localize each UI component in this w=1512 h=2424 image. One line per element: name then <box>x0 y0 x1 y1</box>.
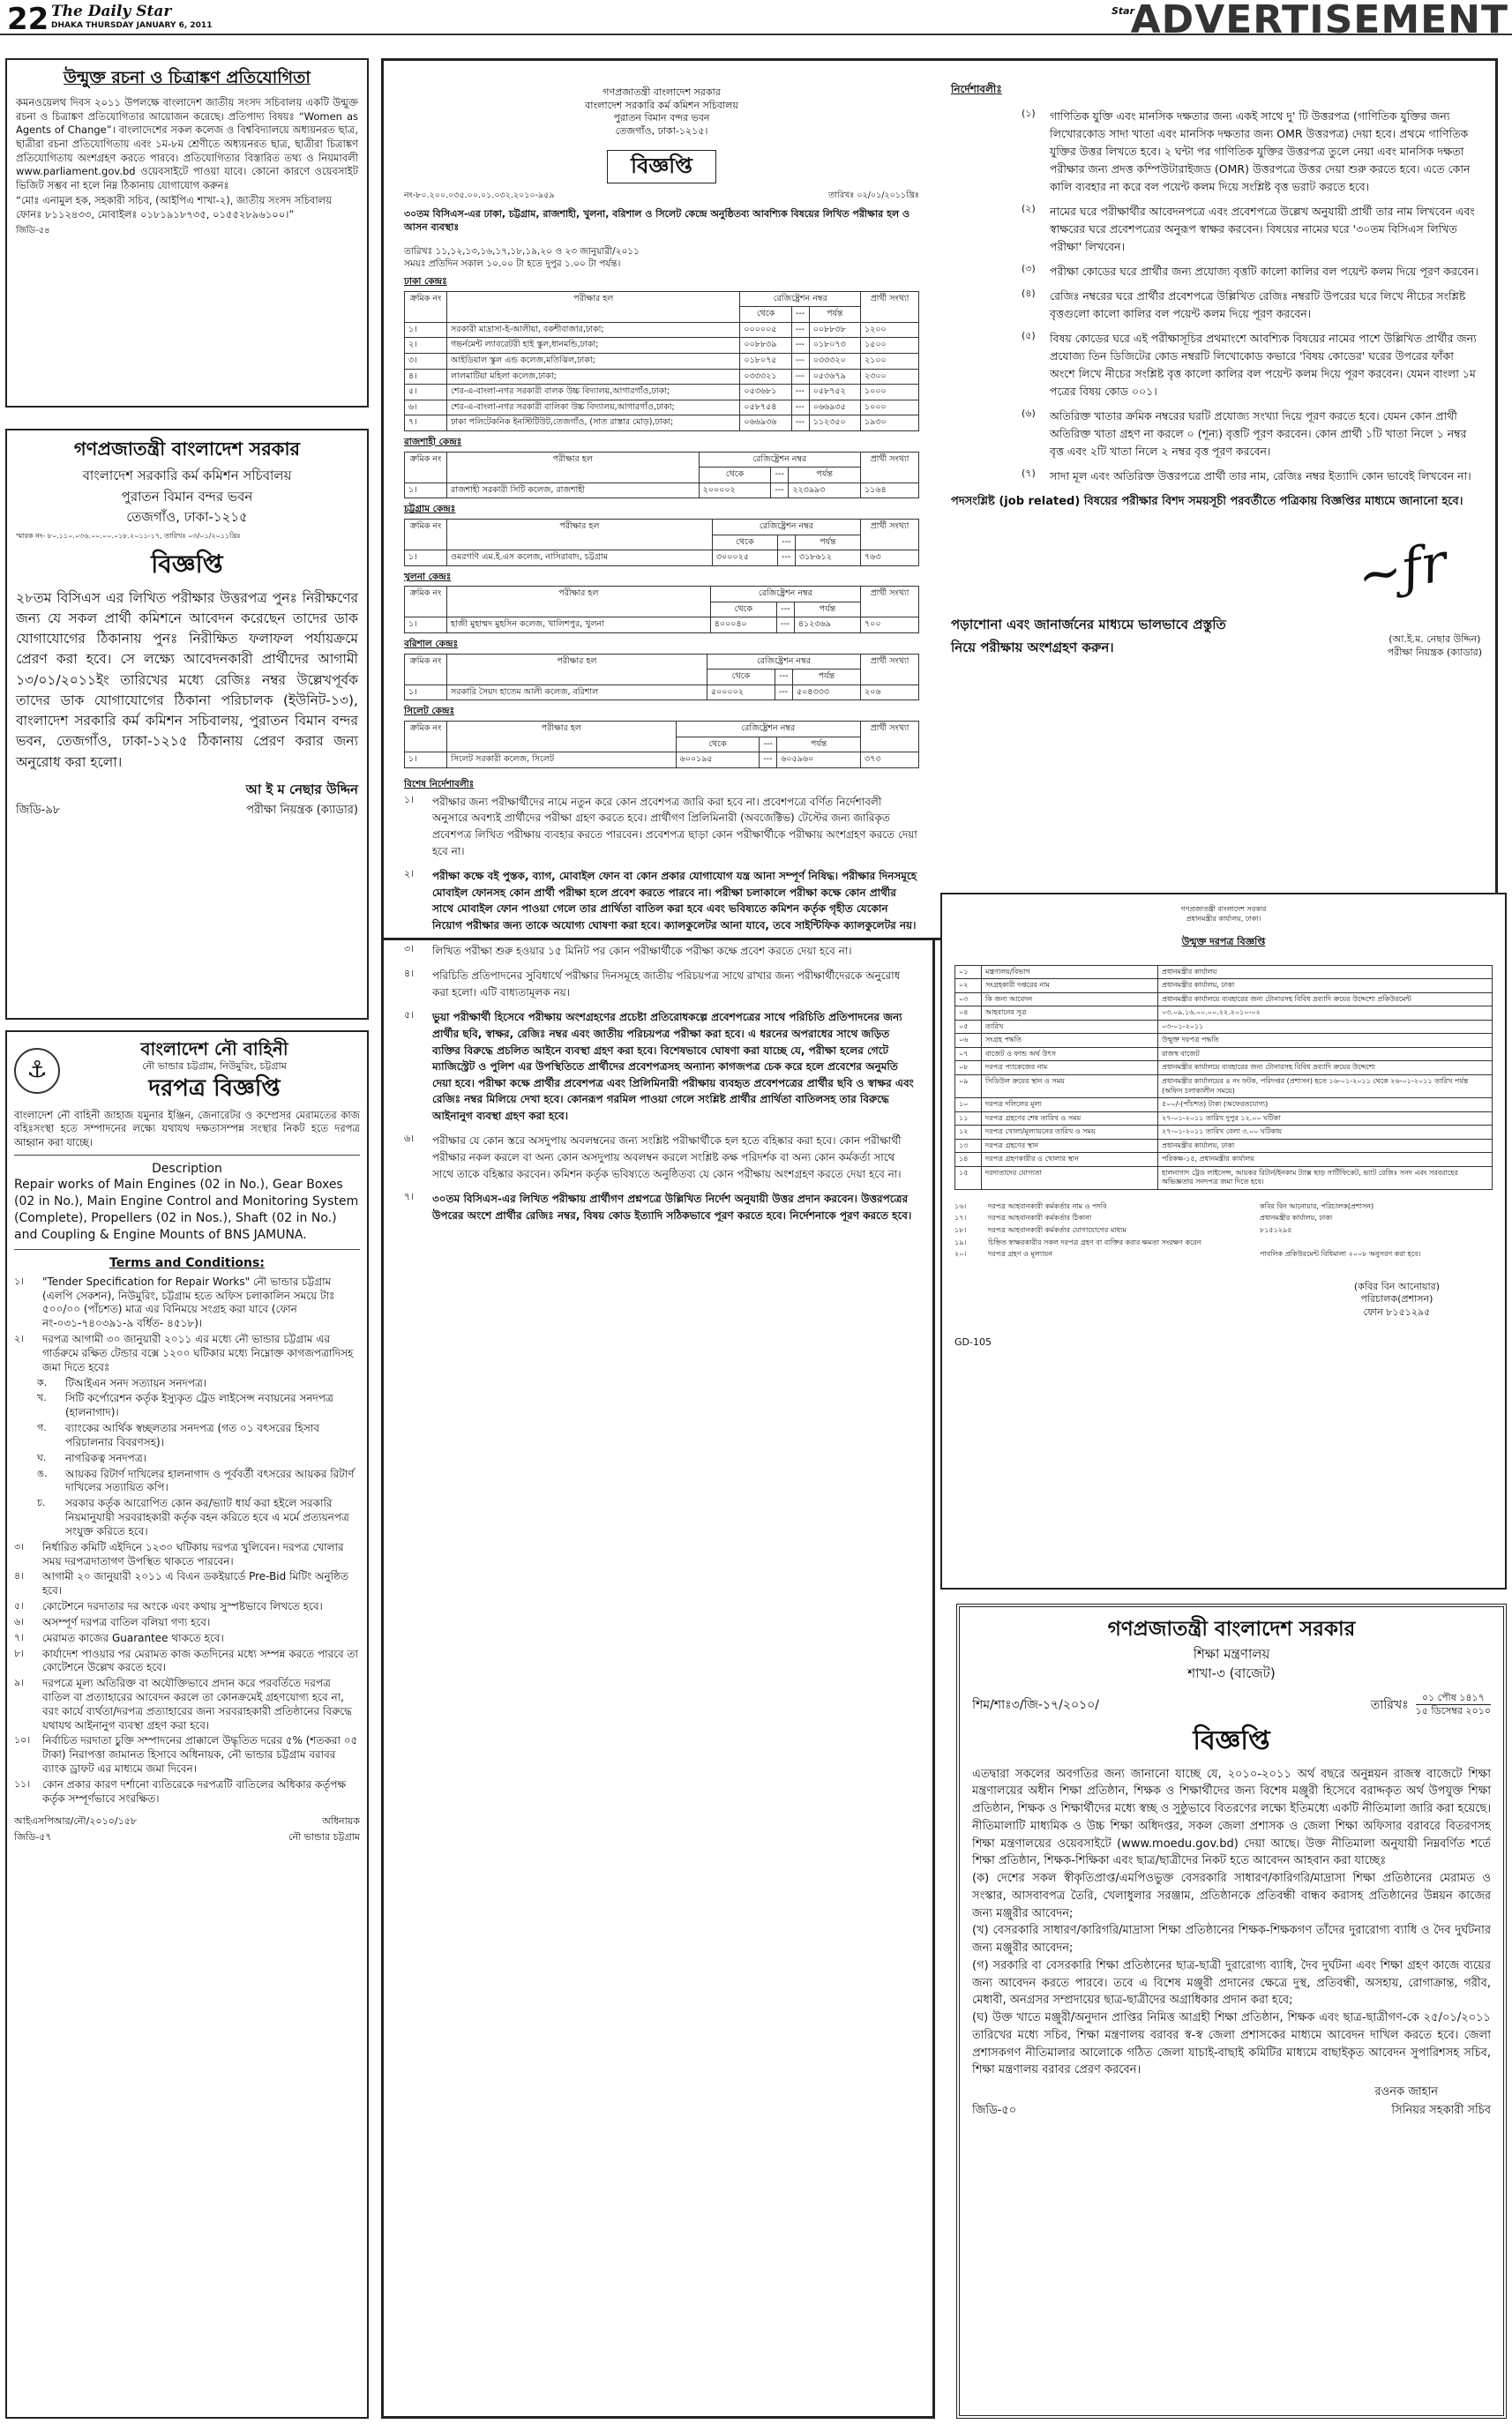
ad-code: GD-105 <box>954 1336 992 1349</box>
address: তেজগাঁও, ঢাকা-১২১৫। <box>615 124 708 137</box>
signer-name: অধিনায়ক <box>322 1814 360 1827</box>
gov-title: গণপ্রজাতন্ত্রী বাংলাদেশ সরকার <box>1107 1618 1356 1641</box>
list-item: ১। পরীক্ষার জন্য পরীক্ষার্থীদের নামে নতুন করে কোন প্রবেশপত্র জারি করা হবে না। প্রবেশপত্রে বর্ণিত নির্দেশাবলী অনুসারে অবশ্যই প্রার্থীদের পরীক্ষা গ্রহণ করতে হবে। প্রার্থীগণ প্রিলিমিনারী (অবজেক্টিভ) টেস্টের জন্য জারিকৃত প্রবেশপত্র লিখিত পরীক্ষায় ব্যবহার করতে পারবেন। প্রবেশপত্র ছাড়া কোন পরীক্ষার্থীকে পরীক্ষায় অংশগ্রহণ করতে দেয়া হবে না। <box>404 793 917 857</box>
phone-number: ফোন ৮১৫১২৯৫ <box>1363 1306 1431 1318</box>
list-item: (খ) বেসরকারি সাধারণ/কারিগরি/মাদ্রাসা শিক্ষা প্রতিষ্ঠানের শিক্ষক-শিক্ষকগণ তাঁদের দুরারোগ্য ব্যাধি ও দৈব দুর্ঘটনার জন্য মঞ্জুরীর আবেদন; <box>972 1924 1491 1956</box>
org-sub: নৌ ভান্ডার চট্টগ্রাম, নিউমুরিং, চট্টগ্রাম <box>142 1060 287 1073</box>
table-row: ১৫ দরদাতাদের যোগ্যতা হালনাগাদ ট্রেড লাইসেন্স, আয়কর রিটার্ন/ইনকাম ট্যাক্স ছাড় সার্টিফিকেট, ভ্যাট রেজিঃ সনদ এবং সরবরাহের অভিজ্ঞতার সনদপত্র জমা দিতে হবে। <box>955 1166 1493 1189</box>
list-item: ১১। কোন প্রকার কারণ দর্শানো ব্যতিরেকে দরপত্রটি বাতিলের অধিকার কর্তৃপক্ষ কর্তৃক সম্পূর্ণভাবে সংরক্ষিত। <box>14 1777 347 1805</box>
paper-name: The Daily Star <box>51 3 172 20</box>
list-item: ঙ. আয়কর রিটার্ণ দাখিলের হালনাগাদ ও পূর্ববর্তী বৎসরের আয়কর রিটার্ণ দাখিলের সত্যায়িত কপি। <box>37 1467 355 1494</box>
ad-code: জিডি-৫৭ <box>14 1831 52 1844</box>
table-row: ৫। শের-এ-বাংলা-নগর সরকারী বালক উচ্চ বিদ্যালয়,আগারগাঁও,ঢাকা; ০৫৩৬৮১ --- ০৫৮৭৫২ ১০০০ <box>405 385 919 400</box>
dateline: DHAKA THURSDAY JANUARY 6, 2011 <box>51 21 213 30</box>
list-item: ৯। দরপত্রে মূল্য অতিরিক্ত বা অযৌক্তিভাবে প্রদান করে পরবর্তিতে দরপত্র বাতিল বা প্রত্যাহারের আবেদন করলে তা কোনক্রমেই গ্রহণযোগ্য হবে না, বরং কার্যে ব্যর্থতা/দরপত্র প্রত্যাহারের জন্য সরবরাহকারী প্রতিষ্ঠানের বিরুদ্ধে যথাযথ আইনানুগ ব্যবস্থা গ্রহণ করা হবে। <box>14 1677 352 1732</box>
psc-notice-lower-frame <box>381 940 935 2419</box>
signer-name: আ ই ম নেছার উদ্দিন <box>245 781 358 797</box>
signer-designation: নৌ ভান্ডার চট্টগ্রাম <box>288 1831 360 1844</box>
list-item: ২০। দরপত্র গ্রহণ ও মূল্যায়ন পাবলিক প্রকিউরমেন্ট বিধিমালা ২০০৮ অনুসরণ করা হবে। <box>954 1250 1421 1259</box>
signer-designation: পরিচালক(প্রশাসন) <box>1360 1293 1433 1306</box>
special-instructions-heading: বিশেষ নির্দেশাবলীঃ <box>404 778 475 789</box>
navy-emblem-icon: ⚓ <box>14 1048 60 1094</box>
date-gregorian: ১৫ ডিসেম্বর ২০১০ <box>1415 1705 1491 1717</box>
list-item: ৩। লিখিত পরীক্ষা শুরু হওয়ার ১৫ মিনিট পর কোন পরীক্ষার্থীকে পরীক্ষা কক্ষে প্রবেশ করতে দেয়া হবে না। <box>404 942 852 957</box>
notice-date: তারিখঃ ০২/০১/২০১১খ্রিঃ <box>828 190 919 200</box>
list-item: ৪। পরিচিতি প্রতিপাদনের সুবিধার্থে পরীক্ষার দিনসমূহে জাতীয় পরিচয়পত্র সাথে রাখার জন্য পরীক্ষার্থীদেরকে অনুরোধ করা হলো। এটি বাধ্যতামূলক নয়। <box>404 968 901 999</box>
education-ministry-notice <box>956 1604 1507 2419</box>
table-row: ৬। শের-এ-বাংলা-নগর সরকারী বালিকা উচ্চ বিদ্যালয়,আগারগাঁও,ঢাকা; ০৫৮৭৫৪ --- ০৬৬৯৩৫ ১০০০ <box>405 400 919 415</box>
sylhet-centre-heading: সিলেট কেন্দ্রঃ <box>404 706 455 717</box>
page-header <box>0 0 1512 42</box>
signer-name: (কবির বিন আনোয়ার) <box>1353 1280 1440 1292</box>
essay-competition-ad <box>5 58 369 408</box>
table-row: ১৩ দরপত্র গ্রহণের স্থান প্রধানমন্ত্রীর কার্যালয়, ঢাকা <box>955 1139 1493 1153</box>
list-item: ১৯। চিহ্নিত স্বাক্ষরকারীর সকল দরপত্র গ্রহণ বা ব্যক্তির করার ক্ষমতা সংরক্ষণ করেন <box>954 1238 1201 1246</box>
intro-text: ৩০তম বিসিএস-এর ঢাকা, চট্টগ্রাম, রাজশাহী, খুলনা, বরিশাল ও সিলেট কেন্দ্রে অনুষ্ঠিতব্য আবশ্যিক বিষয়ের লিখিত পরীক্ষার হল ও আসন ব্যবস্থাঃ <box>404 208 909 233</box>
list-item: (৭) সাদা মূল এবং অতিরিক্ত উত্তরপত্রে প্রার্থী তার নাম, রেজিঃ নম্বর ইত্যাদি কোন ভাবেই লিখবেন না। <box>1022 467 1471 483</box>
table-row: ০৮ দরপত্র প্যাকেজের নাম প্রধানমন্ত্রীর কার্যালয়ে ব্যবহারের জন্য টোনারসহ বিবিধ দ্রব্যাদি ক্রয়ের উদ্দেশ্যে <box>955 1061 1493 1075</box>
list-item: (৬) অতিরিক্ত খাতার ক্রমিক নম্বরের ঘরটি প্রযোজ্য সংখ্যা দিয়ে পূরণ করতে হবে। যেমন কোন প্রার্থী অতিরিক্ত খাতা গ্রহণ না করলে ০ (শূন্য) বৃত্তটি পূরণ করবেন। কোন প্রার্থী ১টি খাতা নিলে ১ নম্বর বৃত্ত এবং ২টি খাতা নিলে ২ নম্বর বৃত্ত পূরণ করবেন। <box>1022 407 1467 458</box>
table-row: ০৬ সংগ্রহ পদ্ধতি উন্মুক্ত দরপত্র পদ্ধতি <box>955 1034 1493 1048</box>
table-row: ১০ দরপত্র দলিলের মূল্য ৫০০/-(পাঁচশত) টাকা (অফেরতযোগ্য) <box>955 1098 1493 1112</box>
table-row: ৪। লালমাটিয়া মহিলা কলেজ,ঢাকা; ০৩৩৩২১ --- ০৫৩৬৭৯ ২৩০০ <box>405 369 919 385</box>
ad-title: উন্মুক্ত রচনা ও চিত্রাঙ্কণ প্রতিযোগিতা <box>64 68 311 87</box>
ctg-centre-table: ক্রমিক নং পরীক্ষার হল রেজিষ্ট্রেশন নম্বর প্রার্থী সংখ্যা থেকে --- পর্যন্ত ১। ওমরগণি এম.ই.এস কলেজ, নাসিরাবাদ, চট্টগ্রাম ৩০০০২৫ --- ৩১৮৬১২ ৭৬৩ <box>404 519 919 566</box>
ref-number: আইএসপিআর/নৌ/২০১০/১৫৮ <box>14 1814 137 1827</box>
memo-number: শিম/শাঃ৩/জি-১৭/২০১০/ <box>972 1697 1100 1712</box>
list-item: ২। দরপত্র আগামী ৩০ জানুয়ারী ২০১১ এর মধ্যে নৌ ভান্ডার চট্টগ্রাম এর গার্ডরুমে রক্ষিত টেন্ডার বক্সে ১২০০ ঘটিকার মধ্যে নিম্নোক্ত কাগজপত্রাদিসহ জমা দিতে হবেঃ <box>14 1333 354 1373</box>
date-bangla: ০১ পৌষ ১৪১৭ <box>1416 1692 1491 1706</box>
tender-details-table <box>954 965 1493 1190</box>
section-title: ADVERTISEMENT <box>1130 0 1508 42</box>
list-item: ক. টিআইএন সনদ সত্যায়ন সনদপত্র। <box>37 1376 207 1389</box>
instructions-list <box>951 108 1482 485</box>
office-name: প্রধানমন্ত্রীর কার্যালয়, ঢাকা। <box>1186 914 1261 923</box>
job-related-notice: পদসংশ্লিষ্ট (job related) বিষয়ের পরীক্ষার বিশদ সময়সূচী পরবর্তীতে পত্রিকায় বিজ্ঞপ্তির মাধ্যমে জানানো হবে। <box>951 494 1463 508</box>
office-name: বাংলাদেশ সরকারি কর্ম কমিশন সচিবালয় <box>585 99 738 111</box>
list-item: ৪। আগামী ২০ জানুয়ারী ২০১১ এ বিএন ডকইয়ার্ডে Pre-Bid মিটিং অনুষ্ঠিত হবে। <box>14 1570 348 1597</box>
table-row: ০৪ আহবানের সূত্র ০৩.০৯.১৬.০০.০০.২২.২০১০-০২ <box>955 1006 1493 1021</box>
ministry-name: শিক্ষা মন্ত্রণালয় <box>1193 1646 1270 1663</box>
notice-title: বিজ্ঞপ্তি <box>607 150 716 183</box>
rajshahi-centre-table: ক্রমিক নং পরীক্ষার হল রেজিষ্ট্রেশন নম্বর প্রার্থী সংখ্যা থেকে --- পর্যন্ত ১। রাজশাহী সরকারী সিটি কলেজ, রাজশাহী ২০০০০২ --- ২২৩৯৯৩ ১১৬৪ <box>404 452 919 499</box>
list-item: ১৬। দরপত্র আহবানকারী কর্মকর্তার নাম ও পদবি কবির বিন আনোয়ার, পরিচালক(প্রশাসন) <box>954 1201 1374 1210</box>
notice-body: এতদ্বারা সকলের অবগতির জন্য জানানো যাচ্ছে যে, ২০১০-২০১১ অর্থ বছরে অনুন্নয়ন রাজস্ব বাজেটে শিক্ষা মন্ত্রণালয়ের অধীন শিক্ষা প্রতিষ্ঠান, শিক্ষক ও শিক্ষার্থীদের জন্য বিশেষ মঞ্জুরী হিসেবে বরাদ্দকৃত অর্থ উপযুক্ত শিক্ষা প্রতিষ্ঠান, শিক্ষক ও শিক্ষার্থীদের মধ্যে স্বচ্ছ ও সুষ্ঠুভাবে বিতরণের লক্ষ্যে ইতিমধ্যে একটি নীতিমালা জারি করা হয়েছে। নীতিমালাটি মাধ্যমিক ও উচ্চ শিক্ষা অধিদপ্তর, সকল জেলা প্রশাসক ও জেলা শিক্ষা অফিসার বরাবরে বিতরণসহ শিক্ষা মন্ত্রণালয়ের ওয়েবসাইটে (www.moedu.gov.bd) দেয়া আছে। উক্ত নীতিমালা অনুযায়ী নিম্নবর্ণিত শর্তে শিক্ষা প্রতিষ্ঠান, শিক্ষক-শিক্ষিকা এবং ছাত্র/ছাত্রীদের নিকট হতে আবেদন আহবান করা যাচ্ছেঃ <box>972 1767 1491 1868</box>
table-row: ২। গভর্নমেন্ট ল্যাবরেটরী হাই স্কুল,ধানমন্ডি,ঢাকা; ০০৮৮৩৯ --- ০১৮০৭৩ ১৫০০ <box>405 338 919 354</box>
terms-heading: Terms and Conditions: <box>109 1256 265 1271</box>
notice-title: বিজ্ঞপ্তি <box>1193 1724 1270 1756</box>
table-row: ০২ সংগ্রহকারী দপ্তরের নাম প্রধানমন্ত্রীর কার্যালয়, ঢাকা <box>955 979 1493 993</box>
branch-name: শাখা-৩ (বাজেট) <box>1187 1665 1276 1682</box>
exam-dates: তারিখঃ ১১,১২,১৩,১৬,১৭,১৮,১৯,২০ ও ২৩ জানুয়ারী/২০১১ <box>404 246 640 258</box>
list-item: ৬। পরীক্ষার যে কোন স্তরে অসদুপায় অবলম্বনের জন্য সংশ্লিষ্ট পরীক্ষার্থীকে হল হতে বহিষ্কার করা হবে। কোন পরীক্ষার্থী পরীক্ষার নকল করলে বা অন্য কোন অসদুপায় অবলম্বন করলে সংশ্লিষ্ট কক্ষ পরিদর্শক বা অন্য কোন কর্মকর্তা সাথে সাথে তাকে বহিষ্কার করবেন। কমিশন কর্তৃক ভবিষ্যতে অনুষ্ঠিতব্য যে কোন পরীক্ষায় অংশগ্রহণ করতে দেয়া হবে না। <box>404 1133 902 1180</box>
list-item: ৬। অসম্পূর্ণ দরপত্র বাতিল বলিয়া গণ্য হবে। <box>14 1615 211 1628</box>
barisal-centre-table: ক্রমিক নং পরীক্ষার হল রেজিষ্ট্রেশন নম্বর প্রার্থী সংখ্যা থেকে --- পর্যন্ত ১। সরকারি সৈয়দ হাতেম আলী কলেজ, বরিশাল ৫০০০০২ --- ৫০৪৩৩৩ ২০৬ <box>404 654 919 701</box>
psc-notice-right-column <box>939 62 1494 935</box>
list-item: ১। "Tender Specification for Repair Works" নৌ ভান্ডার চট্টগ্রাম (এলপি সেকশন), নিউমুরিং, চট্টগ্রাম হতে অফিস চলাকালিন সময়ে টাঃ ৫০০/০০ (পাঁচশত) মাত্র এর বিনিময়ে সংগ্রহ করা যাবে (ফোন নং-০৩১-৭৪০৩৯১-৯ বর্ধিত- ৪৫১৮)। <box>14 1275 335 1330</box>
table-row: ১। ওমরগণি এম.ই.এস কলেজ, নাসিরাবাদ, চট্টগ্রাম ৩০০০২৫ --- ৩১৮৬১২ ৭৬৩ <box>405 550 919 566</box>
ad-body: কমনওয়েলথ দিবস ২০১১ উপলক্ষে বাংলাদেশ জাতীয় সংসদ সচিবালয় একটি উন্মুক্ত রচনা ও চিত্রাঙ্কণ প্রতিযোগিতার আয়োজন করেছে। প্রতিপাদ্য বিষয়ঃ “Women as Agents of Change”। বাংলাদেশের সকল কলেজ ও বিশ্ববিদ্যালয়ে অধ্যয়নরত ছাত্র, ছাত্রীরা রচনা প্রতিযোগিতায় এবং ১ম-৮ম শ্রেণীতে অধ্যয়নরত ছাত্র, ছাত্রীরা চিত্রাঙ্কণ প্রতিযোগিতায় অংশগ্রহণ করতে পারবে। প্রতিযোগিতার বিস্তারিত তথ্য ও নিয়মাবলী www.parliament.gov.bd ওয়েবসাইটে পাওয়া যাবে। কোনো কারণে ওয়েবসাইট ভিজিট সম্ভব না হলে নিম্ন ঠিকানায় যোগাযোগ করুনঃ <box>16 96 358 191</box>
signature-icon: ~ƒr <box>1352 531 1452 609</box>
ad-code: জিডি-৫০ <box>972 2104 1017 2118</box>
list-item: ঘ. নাগরিকত্ব সনদপত্র। <box>37 1451 146 1464</box>
list-item: (২) নামের ঘরে পরীক্ষার্থীর আবেদনপত্রে এবং প্রবেশপত্রে উল্লেখ অনুযায়ী প্রার্থী তার নাম লিখবেন এবং স্বাক্ষরের ঘরে প্রবেশপত্রের অনুরূপ স্বাক্ষর করবেন। বিষয়ের নামের ঘরে '৩০তম বিসিএস লিখিত পরীক্ষা' লিখবেন। <box>1022 202 1475 253</box>
list-item: ১৭। দরপত্র আহবানকারী কর্মকর্তার ঠিকানা প্রধানমন্ত্রীর কার্যালয়, ঢাকা <box>954 1214 1333 1223</box>
gov-title: গণপ্রজাতন্ত্রী বাংলাদেশ সরকার <box>1180 905 1267 913</box>
list-item: ৭। ৩০তম বিসিএস-এর লিখিত পরীক্ষায় প্রার্থীগণ প্রশ্নপত্রে উল্লিখিত নির্দেশ অনুযায়ী উত্তর প্রদান করবেন। উত্তরপত্রের উপরের অংশে প্রার্থীর রেজিঃ নম্বর, বিষয় কোড ইত্যাদি সঠিকভাবে পূরণ করতে হবে। নির্দেশনাকে পূরণ করতে হবে। <box>404 1191 912 1222</box>
date-label: তারিখঃ <box>1370 1697 1409 1712</box>
rajshahi-centre-heading: রাজশাহী কেন্দ্রঃ <box>404 436 462 447</box>
tender-title: দরপত্র বিজ্ঞপ্তি <box>148 1074 281 1102</box>
terms-list <box>14 1276 360 1807</box>
gov-title: গণপ্রজাতন্ত্রী বাংলাদেশ সরকার <box>603 86 721 98</box>
signer-designation: সিনিয়র সহকারী সচিব <box>1391 2104 1491 2118</box>
officer-details <box>954 1202 1493 1260</box>
list-item: (গ) সরকারি বা বেসরকারি শিক্ষা প্রতিষ্ঠানের ছাত্র-ছাত্রী দুরারোগ্য ব্যাধি, দৈব দুর্ঘটনা এবং শিক্ষা গ্রহণ কাজে ব্যয়ের জন্য আবেদন করতে পারবে। তবে এ বিশেষ মঞ্জুরী প্রদানের ক্ষেত্রে দুস্থ, প্রতিবন্ধী, অসহায়, রোগাক্রান্ত, গরীব, মেধাবী, অনগ্রসর সম্প্রদায়ের ছাত্র-ছাত্রীদের অগ্রাধিকার প্রদান করা হবে; <box>972 1958 1491 2008</box>
signer-name: (আ.ই.ম. নেছার উদ্দিন) <box>1388 633 1481 646</box>
exam-slogan: পড়াশোনা এবং জানার্জনের মাধ্যমে ভালভাবে প্রস্তুতি নিয়ে পরীক্ষায় অংশগ্রহণ করুন। <box>951 617 1226 655</box>
list-item: (ক) দেশের সকল স্বীকৃতিপ্রাপ্ত/এমপিওভুক্ত বেসরকারি সাধারণ/কারিগরি/মাদ্রাসা শিক্ষা প্রতিষ্ঠানের মেরামত ও সংস্কার, আসবাবপত্র তৈরি, খেলাধুলার সরঞ্জাম, প্রতিষ্ঠানকে প্রতিবন্ধী বান্ধব করাসহ প্রতিষ্ঠানের উন্নয়ন কাজের জন্য মঞ্জুরীর আবেদন; <box>972 1872 1491 1920</box>
table-row: ০৩ কি জন্য আবেদন প্রধানমন্ত্রীর কার্যালয়ে ব্যবহারের জন্য টোনারসহ বিবিধ দ্রব্যাদি ক্রয়ের উদ্দেশ্যে প্রকিউরমেন্ট <box>955 992 1493 1006</box>
table-row: ০৯ সিডিউল ক্রয়ের স্থান ও সময় প্রধানমন্ত্রীর কার্যালয়ের ৪ নং ফটক, পরিদপ্তর (প্রশাসন) হতে ১৬-০১-২০১১ থেকে ২৬-০১-২০১১ তারিখ পর্যন্ত (অফিস চলাকালীন সময়ে) <box>955 1074 1493 1097</box>
table-row: ১। সরকারী মাদ্রাসা-ই-আলীয়া, বকশীবাজার,ঢাকা; ০০০০০৫ --- ০০৮৮৩৮ ১২০০ <box>405 322 919 338</box>
list-item: (৫) বিষয় কোডের ঘরে এই পরীক্ষাসূচির প্রথমাংশে আবশ্যিক বিষয়ের নামের পাশে উল্লিখিত প্রার্থীর জন্য প্রযোজ্য তিন ডিজিটের কোড নম্বরটি লিখোকোড কভারে 'বিষয় কোডের' ঘরের উপরের ফাঁকা অংশে লিখে নীচের সংশ্লিষ্ট বৃত্ত কালো কালির বল পয়েন্ট কলম দিয়ে পূরণ করবেন। যেমন বাংলা ১ম পত্রের বিষয় কোড ০০১। <box>1022 329 1477 398</box>
instructions-heading: নির্দেশাবলীঃ <box>951 83 1002 95</box>
list-item: গ. ব্যাংকের আর্থিক স্বচ্ছলতার সনদপত্র (গত ০১ বৎসরের হিসাব পরিচালনার বিবরণসহ)। <box>37 1422 319 1448</box>
psc-script-recheck-notice <box>5 429 369 1020</box>
building-name: পুরাতন বিমান বন্দর ভবন <box>613 112 710 124</box>
signer-designation: পরীক্ষা নিয়ন্ত্রক (ক্যাডার) <box>246 803 358 817</box>
list-item: ৫। কোটেশনে দরদাতার দর অংকে এবং কথায় সুস্পষ্টভাবে লিখতে হবে। <box>14 1600 323 1613</box>
star-mark: Star <box>1111 5 1134 17</box>
table-row: ১। হাজী মুহাম্মদ মুহসিন কলেজ, খালিশপুর, খুলনা ৪০০০৪০ --- ৪১২৩৬৯ ৭০০ <box>405 617 919 633</box>
ad-code: জিডি-৫৪ <box>16 225 50 236</box>
table-row: ১১ দরপত্র গ্রহণের শেষ তারিখ ও সময় ২৭-০১-২০১১ তারিখ দুপুর ১২.০০ ঘটিকা <box>955 1111 1493 1126</box>
list-item: ৫। ভুয়া পরীক্ষার্থী হিসেবে পরীক্ষায় অংশগ্রহণের প্রচেষ্টা প্রতিরোধকল্পে প্রবেশপত্রের সাথে পরিচিতি প্রতিপাদনের জন্য প্রার্থীর ছবি, স্বাক্ষর, রেজিঃ নম্বর এবং জাতীয় পরিচয়পত্র পরীক্ষা করা হবে। এ ধরনের অপরাধের সাথে জড়িত ব্যক্তির বিরুদ্ধে প্রচলিত আইনে ব্যবস্থা গ্রহণ করা হবে। বিশেষভাবে ঘোষণা করা যাচ্ছে যে, পরীক্ষা হলের গেটে ম্যাজিস্ট্রেট ও পুলিশ এর উপস্থিতিতে প্রার্থীদের প্রবেশপত্রসহ অন্যান্য কাগজপত্র চেক করে হলে প্রবেশের অনুমতি দেয়া হবে। পরীক্ষা কক্ষে প্রার্থীর প্রবেশপত্র এবং প্রিলিমিনারী পরীক্ষায় ব্যবহৃত প্রবেশপত্রের প্রার্থীর ছবি ও স্বাক্ষর এবং রেজিঃ নম্বর মিলিয়ে দেখা হবে। কোনরূপ গরমিল পাওয়া গেলে সংশ্লিষ্ট প্রার্থীর প্রার্থিতা বাতিলসহ তার বিরুদ্ধে আইনানুগ ব্যবস্থা গ্রহণ করা হবে। <box>404 1009 914 1122</box>
memo-number: নং-৮০.২০০.০৩৫.০০.০১.০৩২.২০১০-৯৫৯ <box>404 190 555 200</box>
desc-text: Repair works of Main Engines (02 in No.), Gear Boxes (02 in No.), Main Engine Control and Monitoring System (Complete), Propellers (02 in Nos.), Shaft (02 in No.) and Coupling & Engine Mounts of BNS JAMUNA. <box>14 1178 359 1243</box>
notice-body: ২৮তম বিসিএস এর লিখিত পরীক্ষার উত্তরপত্র পুনঃ নিরীক্ষণের জন্য যে সকল প্রার্থী কমিশনে আবেদন করেছেন তাদের ডাক যোগাযোগের ঠিকানায় পুনঃ নিরীক্ষিত ফলাফল পর্যায়ক্রমে প্রেরণ করা হবে। সে লক্ষ্যে আবেদনকারী প্রার্থীদের আগামী ১৩/০১/২০১১ইং তারিখের মধ্যে রেজিঃ নম্বর উল্লেখপূর্বক তাদের ডাক যোগাযোগের ঠিকানা পরিচালক (ইউনিট-১৩), বাংলাদেশ সরকারি কর্ম কমিশন সচিবালয়, পুরাতন বিমান বন্দর ভবন, তেজগাঁও, ঢাকা-১২১৫ ঠিকানায় প্রেরণ করার জন্য অনুরোধ করা হলো। <box>16 589 358 770</box>
navy-tender-notice <box>5 1030 369 2419</box>
table-row: ১। সিলেট সরকারী কলেজ, সিলেট ৬০০১৯৫ --- ৬০৫৯৬০ ৩৭৩ <box>405 752 919 768</box>
list-item: ১০। নির্বাচিত দরদাতা চুক্তি সম্পাদনের প্রাক্কালে উদ্ধৃতিত দরের ৫% (শতকরা ০৫ টাকা) নিরাপত্তা জামানত হিসাবে অধিনায়ক, নৌ ভান্ডার চট্টগ্রাম বরাবর ব্যাংক ড্রাফট এর মাধ্যমে জমা দিবেন। <box>14 1734 358 1776</box>
sylhet-centre-table: ক্রমিক নং পরীক্ষার হল রেজিষ্ট্রেশন নম্বর প্রার্থী সংখ্যা থেকে --- পর্যন্ত ১। সিলেট সরকারী কলেজ, সিলেট ৬০০১৯৫ --- ৬০৫৯৬০ ৩৭৩ <box>404 721 919 768</box>
page-number: 22 <box>7 2 49 37</box>
list-item: ১৮। দরপত্র আহবানকারী কর্মকর্তার যোগাযোগের মাধ্যম ৮১৫১২৯৫ <box>954 1226 1292 1234</box>
exam-time: সময়ঃ প্রতিদিন সকাল ১০.০০ টা হতে দুপুর ১.০০ টা পর্যন্ত। <box>404 258 621 270</box>
barisal-centre-heading: বরিশাল কেন্দ্রঃ <box>404 639 459 650</box>
office-name: বাংলাদেশ সরকারি কর্ম কমিশন সচিবালয় <box>82 467 292 483</box>
table-row: ৩। আইডিয়াল স্কুল এন্ড কলেজ,মতিঝিল,ঢাকা; ০১৮০৭৫ --- ০৩৩৩২০ ২১০০ <box>405 354 919 370</box>
table-row: ৭। ঢাকা পলিটেকনিক ইনস্টিটিউট,তেজগাঁও, (সাত রাস্তার মোড়),ঢাকা; ০৬৬৯৩৬ --- ১১২৩৫০ ১৯৩০ <box>405 415 919 431</box>
desc-heading: Description <box>152 1161 222 1176</box>
signer-name: রওনক জাহান <box>1374 2085 1438 2099</box>
list-item: ৩। নির্ধারিত কমিটি এইদিনে ১২৩০ ঘটিকায় দরপত্র খুলিবেন। দরপত্র খোলার সময় দরপত্রদাতাগণ উপস্থিত থাকতে পারবেন। <box>14 1540 344 1567</box>
table-row: ১২ দরপত্র খোলা/মূল্যায়নের তারিখ ও সময় ২৭-০১-২০১১ তারিখ বেলা ৩.০০ ঘটিকায় <box>955 1126 1493 1140</box>
ad-code: জিডি-৯৮ <box>16 803 61 817</box>
org-name: বাংলাদেশ নৌ বাহিনী <box>140 1038 288 1059</box>
tender-intro: বাংলাদেশ নৌ বাহিনী জাহাজ যমুনার ইঞ্জিন, জেনারেটর ও কম্প্রেসর মেরামতের কাজ বহিঃসংস্থা হতে সম্পাদনের লক্ষ্যে যথাযথ দক্ষতাসম্পন্ন সংস্থার নিকট হতে দরপত্র আহ্বান করা যাচ্ছে। <box>14 1109 360 1148</box>
dhaka-centre-table: ক্রমিক নং পরীক্ষার হল রেজিষ্ট্রেশন নম্বর প্রার্থী সংখ্যা থেকে --- পর্যন্ত ১। সরকারী মাদ্রাসা-ই-আলীয়া, বকশীবাজার,ঢাকা; ০০০০০৫ --- ০০৮৮৩৮ ১২০০ ২। গভর্নমেন্ট ল্যাবরেটরী হাই স্কুল,ধানমন্ডি,ঢাকা; ০০৮৮৩৯ --- ০১৮০৭৩ ১৫০০ ৩। আইডিয়াল স্কুল এন্ড কলেজ,মতিঝিল,ঢাকা; ০১৮০৭৫ --- ০৩৩৩২০ ২১০০ ৪। লালমাটিয়া মহিলা কলেজ,ঢাকা; ০৩৩৩২১ --- ০৫৩৬৭৯ ২৩০০ ৫। শের-এ-বাংলা-নগর সরকারী বালক উচ্চ বিদ্যালয়,আগারগাঁও,ঢাকা; ০৫৩৬৮১ --- ০৫৮৭৫২ ১০০০ ৬। শের-এ-বাংলা-নগর সরকারী বালিকা উচ্চ বিদ্যালয়,আগারগাঁও,ঢাকা; ০৫৮৭৫৪ --- ০৬৬৯৩৫ ১০০০ ৭। ঢাকা পলিটেকনিক ইনস্টিটিউট,তেজগাঁও, (সাত রাস্তার মোড়),ঢাকা; ০৬৬৯৩৬ --- ১১২৩৫০ ১৯৩০ <box>404 291 919 431</box>
table-row: ১। সরকারি সৈয়দ হাতেম আলী কলেজ, বরিশাল ৫০০০০২ --- ৫০৪৩৩৩ ২০৬ <box>405 685 919 700</box>
table-row: ০৫ তারিখ ০৩-০১-২০১১ <box>955 1020 1493 1034</box>
signer-designation: পরীক্ষা নিয়ন্ত্রক (ক্যাডার) <box>1387 646 1482 658</box>
memo-number: স্মারক নং- ৮০.১১০.০৩৬.০০.০০.০১৮.২০১১-১৭, তারিখঃ ০৩/০১/২০১১খ্রিঃ <box>16 532 241 541</box>
pmo-tender-notice <box>940 893 1507 1590</box>
ad-contact: “মোঃ এনামুল হক, সহকারী সচিব, (আইপিএ শাখা-২), জাতীয় সংসদ সচিবালয় ফোনঃ ৮১১২৪৩৩, মোবাইলঃ ০১৮১৯১৮৭৩৫, ০১৫৫২৮৯৬১০০।” <box>16 194 333 221</box>
khulna-centre-table: ক্রমিক নং পরীক্ষার হল রেজিষ্ট্রেশন নম্বর প্রার্থী সংখ্যা থেকে --- পর্যন্ত ১। হাজী মুহাম্মদ মুহসিন কলেজ, খালিশপুর, খুলনা ৪০০০৪০ --- ৪১২৩৬৯ ৭০০ <box>404 586 919 633</box>
table-row: ০৭ বাজেট ও ফান্ড অর্থ উৎস রাজস্ব বাজেট <box>955 1047 1493 1061</box>
list-item: ২। পরীক্ষা কক্ষে বই পুস্তক, ব্যাগ, মোবাইল ফোন বা কোন প্রকার যোগাযোগ যন্ত্র আনা সম্পূর্ণ নিষিদ্ধ। পরীক্ষার দিনসমূহে মোবাইল ফোনসহ কোন প্রার্থী পরীক্ষা হলে প্রবেশ করতে পারবে না। পরীক্ষা চলাকালে পরীক্ষা কক্ষে কোন প্রার্থীর সাথে মোবাইল ফোন পাওয়া গেলে তার প্রার্থিতা বাতিল করা হবে এবং ভবিষ্যতে কমিশন কর্তৃক গৃহীত যেকোন নিয়োগ পরীক্ষার জন্য তাকে অযোগ্য ঘোষণা করা হবে। ক্যালকুলেটর আনা যাবে, তবে সাইন্টিফিক ক্যালকুলেটর নয়। <box>404 868 917 931</box>
ctg-centre-heading: চট্টগ্রাম কেন্দ্রঃ <box>404 504 456 515</box>
tender-title: উন্মুক্ত দরপত্র বিজ্ঞপ্তি <box>1181 936 1266 948</box>
list-item: (১) গাণিতিক যুক্তি এবং মানসিক দক্ষতার জন্য একই সাথে দু' টি উত্তরপত্র (গাণিতিক যুক্তির জন্য লিখোরকোড সাদা খাতা এবং মানসিক দক্ষতার জন্য OMR উত্তরপত্র) দেয়া হবে। প্রথমে গাণিতিক যুক্তির উত্তর লিখতে হবে। ২ ঘন্টা পর গাণিতিক যুক্তির উত্তরপত্র তুলে নেয়া এবং মানসিক দক্ষতা পরীক্ষার জন্য প্রদত্ত কম্পিউটারাইজড (OMR) উত্তরপত্রে উত্তর দেয়া শুরু করতে হবে। এতে কোন কালি ব্যবহার না করে বল পয়েন্ট কলম দিয়ে সংশ্লিষ্ট বৃত্ত ভরাট করতে হবে। <box>1022 107 1471 193</box>
list-item: ৮। কার্যাদেশ পাওয়ার পর মেরামত কাজ কতদিনের মধ্যে সম্পন্ন করতে পারবে তা কোটেশনে উল্লেখ করতে হবে। <box>14 1647 359 1674</box>
address: তেজগাঁও, ঢাকা-১২১৫ <box>126 509 248 526</box>
building-name: পুরাতন বিমান বন্দর ভবন <box>121 488 253 505</box>
list-item: (৪) রেজিঃ নম্বরের ঘরে প্রার্থীর প্রবেশপত্রে উল্লিখিত রেজিঃ নম্বরটি উপরের ঘরে লিখে নীচের সংশ্লিষ্ট বৃত্তগুলো কালো কালির বল পয়েন্ট কলম দিয়ে পূরণ করবেন। <box>1022 287 1466 320</box>
table-row: ১৪ দরপত্র গ্রহণকারীর ও খোলার স্থান পরিকক্ষ-১৫, প্রধানমন্ত্রীর কার্যালয় <box>955 1153 1493 1167</box>
gov-title: গণপ্রজাতন্ত্রী বাংলাদেশ সরকার <box>73 438 301 460</box>
list-item: (ঘ) উক্ত খাতে মঞ্জুরী/অনুদান প্রাপ্তির নিমিত্ত আগ্রহী শিক্ষা প্রতিষ্ঠান, শিক্ষক এবং ছাত্র-ছাত্রীগণ-কে ২৫/০১/২০১১ তারিখের মধ্যে সচিব, শিক্ষা মন্ত্রণালয় বরাবর স্ব-স্ব জেলা প্রশাসকের মাধ্যমে আবেদন দাখিল করতে হবে। জেলা প্রশাসকগণ নীতিমালার আলোকে গঠিত জেলা যাচাই-বাছাই কমিটির মাধ্যমে বাছাইকৃত আবেদন সুপারিশসহ সচিব, শিক্ষা মন্ত্রণালয় বরাবর প্রেরণ করবেন। <box>972 2011 1491 2077</box>
khulna-centre-heading: খুলনা কেন্দ্রঃ <box>404 571 452 582</box>
list-item: ৭। মেরামত কাজের Guarantee থাকতে হবে। <box>14 1631 224 1644</box>
list-item: (৩) পরীক্ষা কোডের ঘরে প্রার্থীর জন্য প্রযোজ্য বৃত্তটি কালো কালির বল পয়েন্ট কলম দিয়ে পূরণ করবেন। <box>1022 262 1478 278</box>
notice-title: বিজ্ঞপ্তি <box>151 549 223 579</box>
list-item: চ. সরকার কর্তৃক আরোপিত কোন কর/ভ্যাট ধার্য করা হইলে সরকারি নিয়মানুযায়ী সরবরাহকারী কর্তৃক বহন করিতে হবে এ মর্মে প্রত্যয়নপত্র সংযুক্ত করিতে হবে। <box>37 1497 349 1537</box>
dhaka-centre-heading: ঢাকা কেন্দ্রঃ <box>404 276 447 288</box>
table-row: ১। রাজশাহী সরকারী সিটি কলেজ, রাজশাহী ২০০০০২ --- ২২৩৯৯৩ ১১৬৪ <box>405 483 919 498</box>
list-item: খ. সিটি কর্পোরেশন কর্তৃক ইস্যুকৃত ট্রেড লাইসেন্স নবায়নের সনদপত্র (হালনাগাদ)। <box>37 1392 333 1419</box>
table-row: ০১ মন্ত্রণালয়/বিভাগ প্রধানমন্ত্রীর কার্যালয় <box>955 965 1493 979</box>
